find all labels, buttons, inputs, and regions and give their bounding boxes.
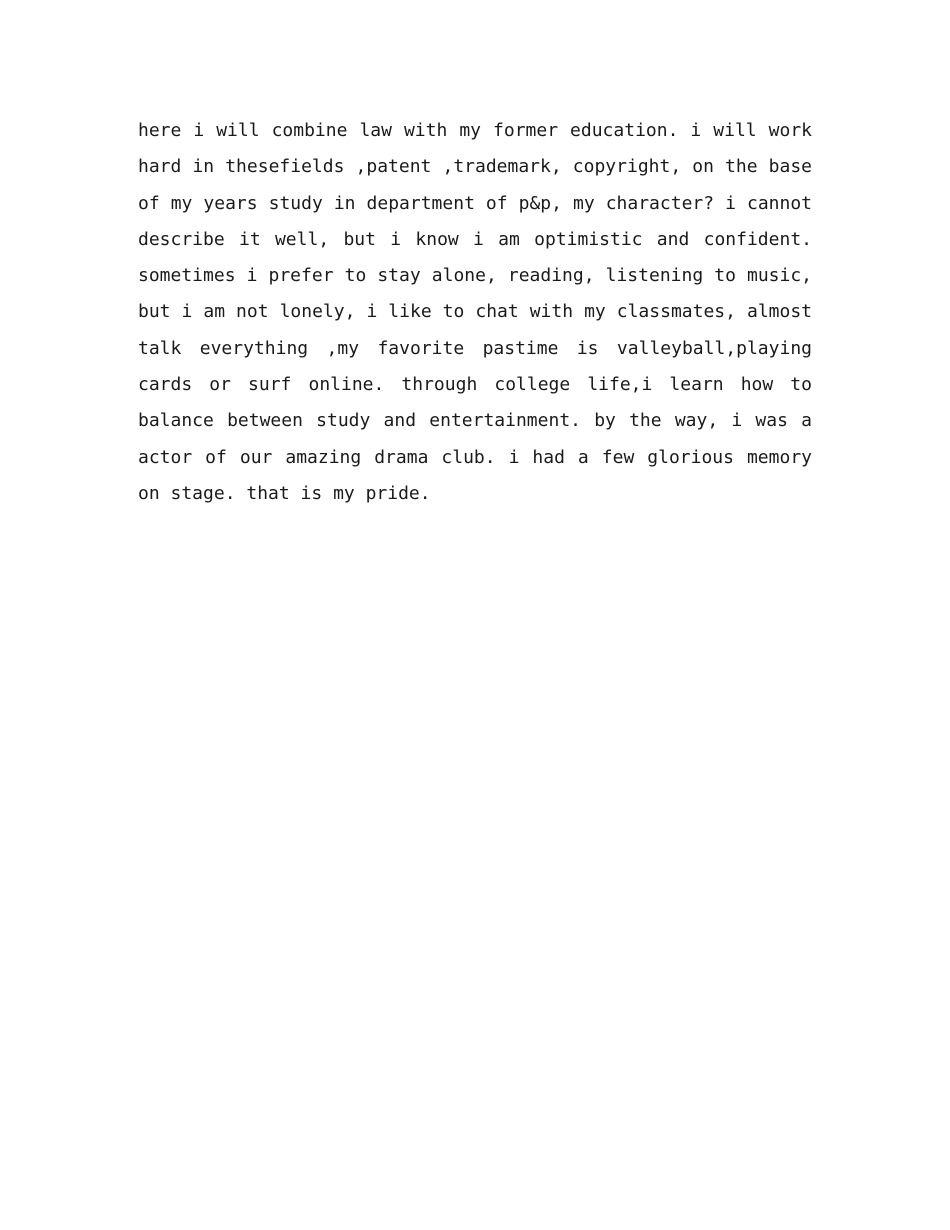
text-line: on stage. that is my pride. (138, 482, 431, 504)
text-line: here i will combine law with my former education. i will work (138, 120, 812, 141)
text-line: actor of our amazing drama club. i had a few glorious memory (138, 446, 812, 468)
text-line: balance between study and entertainment. by the way, i was a (138, 410, 812, 432)
text-line: sometimes i prefer to stay alone, reading, listening to music, (138, 265, 812, 287)
body-paragraph (138, 113, 812, 512)
text-line: describe it well, but i know i am optimistic and confident. (138, 228, 812, 250)
text-line: cards or surf online. through college life,i learn how to (138, 374, 812, 396)
text-line: of my years study in department of p&p, my character? i cannot (138, 192, 812, 214)
text-line: talk everything ,my favorite pastime is valleyball,playing (138, 337, 812, 359)
text-line: hard in thesefields ,patent ,trademark, copyright, on the base (138, 156, 812, 178)
text-line: but i am not lonely, i like to chat with my classmates, almost (138, 301, 812, 323)
